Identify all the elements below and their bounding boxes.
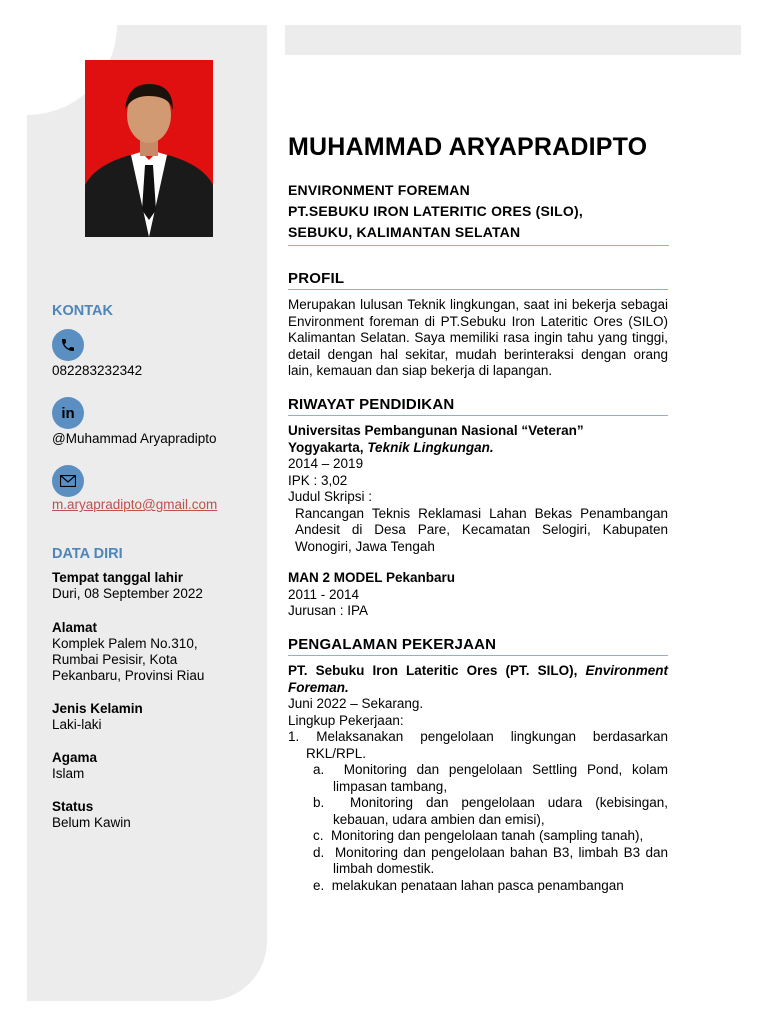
birth-value: Duri, 08 September 2022 (52, 586, 203, 601)
address-info (52, 620, 252, 684)
sub-task (288, 762, 668, 795)
sub-task (288, 878, 668, 895)
sub-task-letter: e. (313, 877, 325, 893)
phone-icon (52, 329, 84, 361)
sub-task (288, 828, 668, 845)
sub-task (288, 845, 668, 878)
company-line: PT.SEBUKU IRON LATERITIC ORES (SILO), (288, 203, 583, 219)
university-major: Teknik Lingkungan. (367, 439, 494, 455)
school-major: Jurusan : IPA (288, 603, 369, 618)
sub-task-letter: b. (313, 795, 325, 810)
phone-number: 082283232342 (52, 363, 143, 378)
sub-task-letter: c. (313, 828, 324, 843)
task-text: Melaksanakan pengelolaan lingkungan berdasarkan RKL/RPL. (306, 729, 668, 761)
school-years: 2011 - 2014 (288, 586, 360, 602)
location-line: SEBUKU, KALIMANTAN SELATAN (288, 224, 521, 240)
linkedin-icon: in (52, 397, 84, 429)
profile-photo (85, 60, 213, 237)
company-name: PT. Sebuku Iron Lateritic Ores (PT. SILO), (288, 663, 578, 678)
sub-task-text: Monitoring dan pengelolaan tanah (sampling tanah), (331, 828, 644, 843)
profile-text: Merupakan lulusan Teknik lingkungan, saat ini bekerja sebagai Environment foreman di PT.Sebuku Iron Lateritic Ores (SILO) Kalimantan Selatan. Saya memiliki rasa ingin tahu yang tinggi, detail dengan hal sekitar, mudah berinteraksi dengan orang lain, kemauan dan siap bekerja di lapangan. (288, 297, 668, 378)
header-band (285, 25, 741, 55)
main-task (288, 729, 668, 762)
contact-heading: KONTAK (52, 303, 113, 319)
email-link[interactable]: m.aryapradipto@gmail.com (52, 497, 218, 512)
religion-label: Agama (52, 750, 98, 765)
birth-info (52, 570, 252, 602)
school-name: MAN 2 MODEL Pekanbaru (288, 570, 456, 585)
university-city: Yogyakarta, (288, 439, 364, 455)
sub-task-letter: d. (313, 844, 325, 860)
linkedin-handle[interactable]: @Muhammad Aryapradipto (52, 431, 217, 446)
university-entry (288, 423, 668, 555)
address-line: Rumbai Pesisir, Kota (52, 652, 178, 667)
birth-label: Tempat tanggal lahir (52, 570, 184, 585)
job-role: Environment Foreman. (288, 663, 668, 695)
thesis-title: Rancangan Teknis Reklamasi Lahan Bekas Penambangan Andesit di Desa Pare, Kecamatan Selogiri, Kabupaten Wonogiri, Jawa Tengah (295, 505, 668, 554)
gender-label: Jenis Kelamin (52, 701, 143, 716)
school-entry (288, 570, 668, 620)
job-title-block (288, 180, 668, 243)
personal-data-heading: DATA DIRI (52, 546, 123, 562)
experience-title: PENGALAMAN PEKERJAAN (288, 636, 668, 656)
envelope-icon (52, 465, 84, 497)
address-line: Pekanbaru, Provinsi Riau (52, 668, 205, 683)
sub-task-text: Monitoring dan pengelolaan udara (kebisingan, kebauan, udara ambien dan emisi), (333, 795, 668, 827)
sub-task-letter: a. (313, 762, 325, 777)
sub-task-text: Monitoring dan pengelolaan bahan B3, limbah B3 dan limbah domestik. (333, 844, 668, 876)
university-gpa: IPK : 3,02 (288, 472, 348, 488)
religion-info (52, 750, 252, 782)
thesis-label: Judul Skripsi : (288, 489, 373, 504)
person-name: MUHAMMAD ARYAPRADIPTO (288, 133, 648, 161)
job-title: ENVIRONMENT FOREMAN (288, 182, 470, 198)
sub-task-text: Monitoring dan pengelolaan Settling Pond, kolam limpasan tambang, (333, 762, 668, 794)
university-name: Universitas Pembangunan Nasional “Veteran” (288, 423, 584, 438)
education-title: RIWAYAT PENDIDIKAN (288, 396, 668, 416)
task-number: 1. (288, 729, 300, 744)
scope-label: Lingkup Pekerjaan: (288, 712, 404, 728)
religion-value: Islam (52, 766, 85, 781)
sub-task-text: melakukan penataan lahan pasca penambangan (331, 877, 624, 893)
gender-value: Laki-laki (52, 717, 102, 732)
gender-info (52, 701, 252, 733)
address-label: Alamat (52, 620, 98, 635)
sub-task (288, 795, 668, 828)
header-divider (288, 245, 669, 246)
job-period: Juni 2022 – Sekarang. (288, 696, 424, 711)
status-info (52, 799, 252, 831)
address-line: Komplek Palem No.310, (52, 636, 198, 651)
status-value: Belum Kawin (52, 815, 131, 830)
university-years: 2014 – 2019 (288, 456, 364, 471)
profile-title: PROFIL (288, 270, 668, 290)
experience-entry (288, 663, 668, 894)
status-label: Status (52, 799, 94, 814)
